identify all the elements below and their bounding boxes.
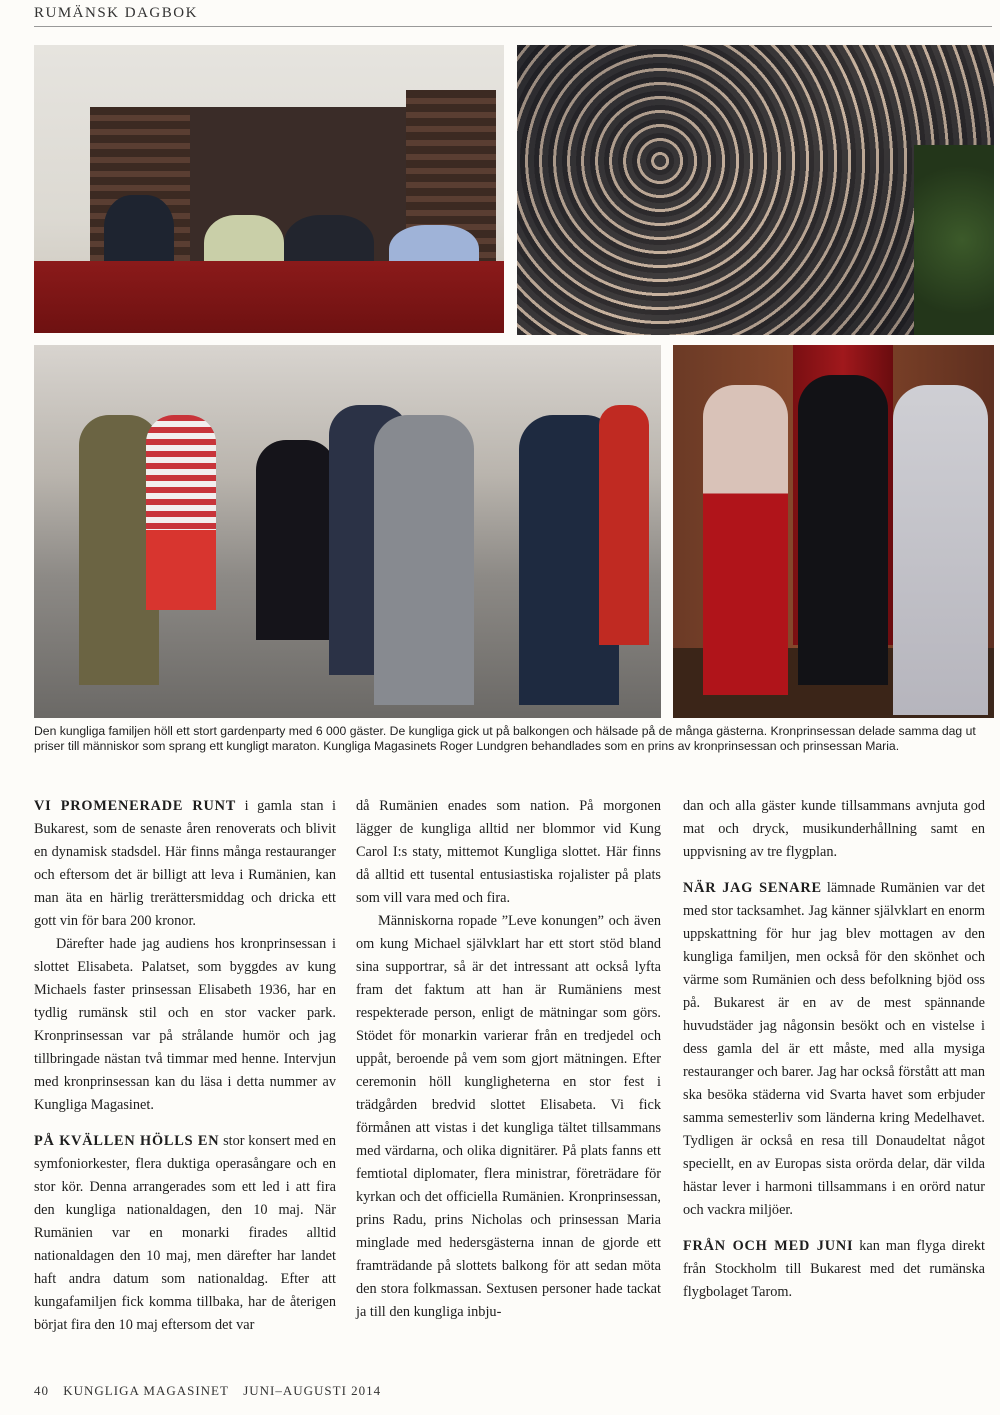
photo-caption: Den kungliga familjen höll ett stort gardenparty med 6 000 gäster. De kungliga gick ut på balkongen och hälsade på de många gästerna. Kronprinsessan delade samma dag ut priser till människor som sprang ett kungligt maraton. Kungliga Magasinets Roger Lundgren behandlades som en prins av kronprinsessan och prinsessan Maria.	[34, 724, 976, 754]
lead-in: PÅ KVÄLLEN HÖLLS EN	[34, 1133, 220, 1149]
issue-date: JUNI–AUGUSTI 2014	[243, 1383, 382, 1398]
figure-man-tuxedo	[798, 375, 888, 685]
paragraph: Människorna ropade ”Leve konungen” och även om kung Michael självklart har ett stort stöd bland sina supportrar, så är det intressant att också lyfta fram det faktum att han är Rumäniens mest respekterade person, enligt de mätningar som görs. Stödet för monarkin varierar från en tredjedel och uppåt, beroende på vem som gjort mätningen. Efter ceremonin höll kungligheterna en stor fest i trädgården bredvid slottet Elisabeta. Vi fick förmånen att vistas i det kungliga tältet tillsammans med värdarna, och olika dignitärer. På plats fanns ett femtiotal diplomater, flera ministrar, företrädare för kyrkan och det officiella Rumänien. Kronprinsessan, prins Radu, prins Nicholas och prinsessan Maria minglade med hedersgästerna innan de gjorde ett framträdande på slottets balkong för att sedan möta den stora folkmassan. Sextusen personer hade tackat ja till den kungliga inbju-	[356, 913, 661, 1320]
photo-balcony-royal-family	[34, 45, 504, 333]
paragraph	[683, 1235, 985, 1304]
paragraph	[34, 795, 336, 933]
paragraph: dan och alla gäster kunde tillsammans avnjuta god mat och dryck, musikunderhållning samt en uppvisning av tre flygplan.	[683, 798, 985, 860]
lead-in: NÄR JAG SENARE	[683, 880, 822, 896]
figure-woman-red-skirt	[146, 415, 216, 535]
figure-man-grey-suit	[374, 415, 474, 705]
paragraph: då Rumänien enades som nation. På morgonen lägger de kungliga alltid ner blommor vid Kung Carol I:s staty, mittemot Kungliga slottet. Här finns då alltid ett tusental entusiastiska rojalister på plats som vill vara med och fira.	[356, 798, 661, 906]
body-text: stor konsert med en symfoniorkester, flera duktiga operasångare och en stor kör. Denna arrangerades som ett led i att fira den kungliga nationaldagen, den 10 maj. När Rumänien var en monarki firades alltid nationaldagen den 10 maj, men därefter har landet haft andra datum som nationaldag. Efter att kungafamiljen fick komma tillbaka, har de återigen börjat fira den 10 maj eftersom det var	[34, 1133, 336, 1333]
paragraph: Därefter hade jag audiens hos kronprinsessan i slottet Elisabeta. Palatset, som byggdes av kung Michaels faster prinsessan Elisabeth 1936, har en tydlig rumänsk stil och en stor vacker park. Kronprinsessan var på strålande humör och jag tillbringade nästan två timmar med henne. Intervjun med kronprinsessan kan du läsa i detta nummer av Kungliga Magasinet.	[34, 936, 336, 1113]
red-balcony-drape	[34, 261, 504, 333]
magazine-name: KUNGLIGA MAGASINET	[63, 1383, 229, 1398]
figure-woman-black-dress	[256, 440, 336, 640]
page-number: 40	[34, 1383, 49, 1398]
article-column-1	[34, 795, 336, 1337]
figure-woman-red-dress	[599, 405, 649, 645]
paragraph	[34, 1130, 336, 1337]
figure-woman-red-gown	[703, 385, 788, 695]
header-rule	[34, 26, 992, 27]
lead-in: FRÅN OCH MED JUNI	[683, 1238, 854, 1254]
photo-garden-party-crowd	[517, 45, 994, 335]
section-header: RUMÄNSK DAGBOK	[34, 5, 198, 21]
paragraph	[683, 877, 985, 1222]
figure-woman-silver-gown	[893, 385, 988, 715]
body-text: lämnade Rumänien var det med stor tacksamhet. Jag känner självklart en enorm uppskattning för hur jag blev mottagen av den kungliga familjen, men också för den skönhet och värme som Rumänien och dess befolkning bjöd oss på. Bukarest är en av de mest spännande huvudstäder jag någonsin besökt och en vistelse i dess gamla del är ett måste, med alla mysiga restauranger och barer. Jag har också förstått att man ska besöka städerna vid Svarta havet som erbjuder samma semesterliv som länderna kring Medelhavet. Tydligen är också en resa till Donaudeltat något speciellt, en av Europas sista orörda delar, där vilda hästar lever i harmoni tillsammans i en orörd natur och vackra miljöer.	[683, 880, 985, 1218]
article-column-3	[683, 795, 985, 1304]
body-text: i gamla stan i Bukarest, som de senaste åren renoverats och blivit en dynamisk stadsdel. Här finns många restauranger och eftersom det är billigt att leva i Rumänien, kan man äta en härlig trerättersmiddag och dricka ett gott vin för bara 200 kronor.	[34, 798, 336, 929]
body-text: kan man flyga direkt från Stockholm till Bukarest med det rumänska flygbolaget Tarom.	[683, 1238, 985, 1300]
tree	[914, 145, 994, 335]
photo-group-standing	[34, 345, 661, 718]
lead-in: VI PROMENERADE RUNT	[34, 798, 237, 814]
red-skirt	[146, 530, 216, 610]
article-column-2	[356, 795, 661, 1324]
photo-gala-evening	[673, 345, 994, 718]
page-footer	[34, 1383, 391, 1399]
